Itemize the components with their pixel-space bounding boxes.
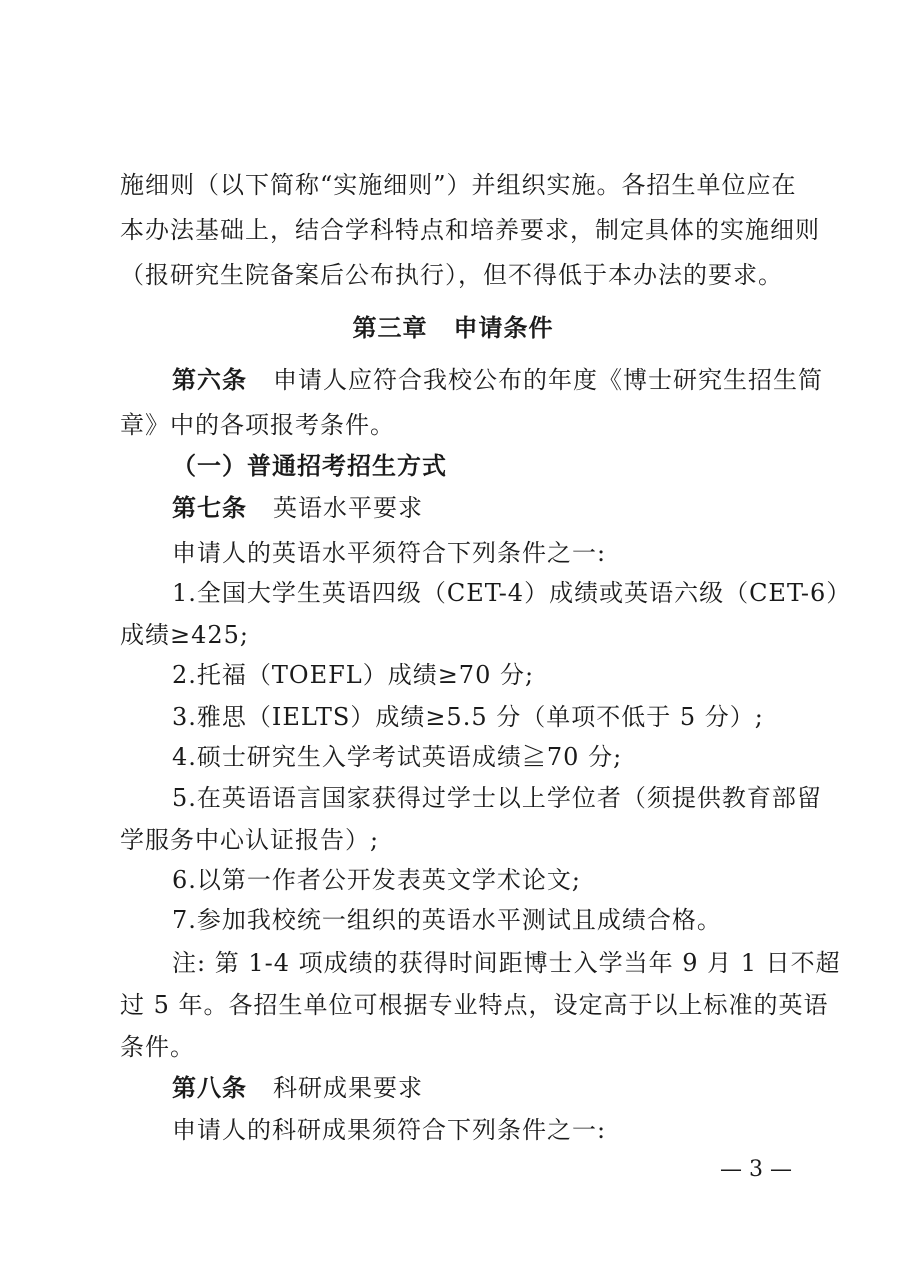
chapter-title: 申请条件 <box>453 313 554 342</box>
page-number: — 3 — <box>720 1157 792 1182</box>
article-7-lead: 申请人的英语水平须符合下列条件之一: <box>172 539 607 567</box>
list-item-1-line-2: 成绩≥425; <box>120 621 250 649</box>
note-line-2: 过 5 年。各招生单位可根据专业特点，设定高于以上标准的英语 <box>120 991 829 1019</box>
list-item-7: 7.参加我校统一组织的英语水平测试且成绩合格。 <box>172 906 722 934</box>
list-item-2: 2.托福（TOEFL）成绩≥70 分; <box>172 661 535 689</box>
article-7-label: 第七条 <box>172 493 247 522</box>
note-line-3: 条件。 <box>120 1033 195 1061</box>
article-8-label: 第八条 <box>172 1073 247 1102</box>
article-8-heading <box>172 1068 423 1108</box>
list-item-4: 4.硕士研究生入学考试英语成绩≧70 分; <box>172 743 623 771</box>
intro-line-1: 施细则（以下简称“实施细则”）并组织实施。各招生单位应在 <box>120 171 797 199</box>
intro-line-3: （报研究生院备案后公布执行），但不得低于本办法的要求。 <box>120 261 783 289</box>
section-heading: （一）普通招考招生方式 <box>172 451 447 480</box>
article-8-title: 科研成果要求 <box>273 1074 423 1102</box>
article-6-line-2: 章》中的各项报考条件。 <box>120 411 395 439</box>
article-6-label: 第六条 <box>172 365 247 394</box>
list-item-6: 6.以第一作者公开发表英文学术论文; <box>172 866 581 894</box>
article-6-line-1 <box>172 360 823 400</box>
chapter-heading <box>0 308 906 348</box>
article-8-lead: 申请人的科研成果须符合下列条件之一: <box>172 1116 607 1144</box>
chapter-number: 第三章 <box>352 313 428 342</box>
list-item-1-line-1: 1.全国大学生英语四级（CET-4）成绩或英语六级（CET-6） <box>172 579 852 607</box>
intro-line-2: 本办法基础上，结合学科特点和培养要求，制定具体的实施细则 <box>120 216 820 244</box>
note-line-1: 注: 第 1-4 项成绩的获得时间距博士入学当年 9 月 1 日不超 <box>172 949 841 977</box>
article-6-text: 申请人应符合我校公布的年度《博士研究生招生简 <box>273 366 823 394</box>
article-7-title: 英语水平要求 <box>273 494 423 522</box>
list-item-3: 3.雅思（IELTS）成绩≥5.5 分（单项不低于 5 分）; <box>172 703 764 731</box>
list-item-5-line-2: 学服务中心认证报告）; <box>120 826 380 854</box>
list-item-5-line-1: 5.在英语语言国家获得过学士以上学位者（须提供教育部留 <box>172 784 822 812</box>
article-7-heading <box>172 488 423 528</box>
